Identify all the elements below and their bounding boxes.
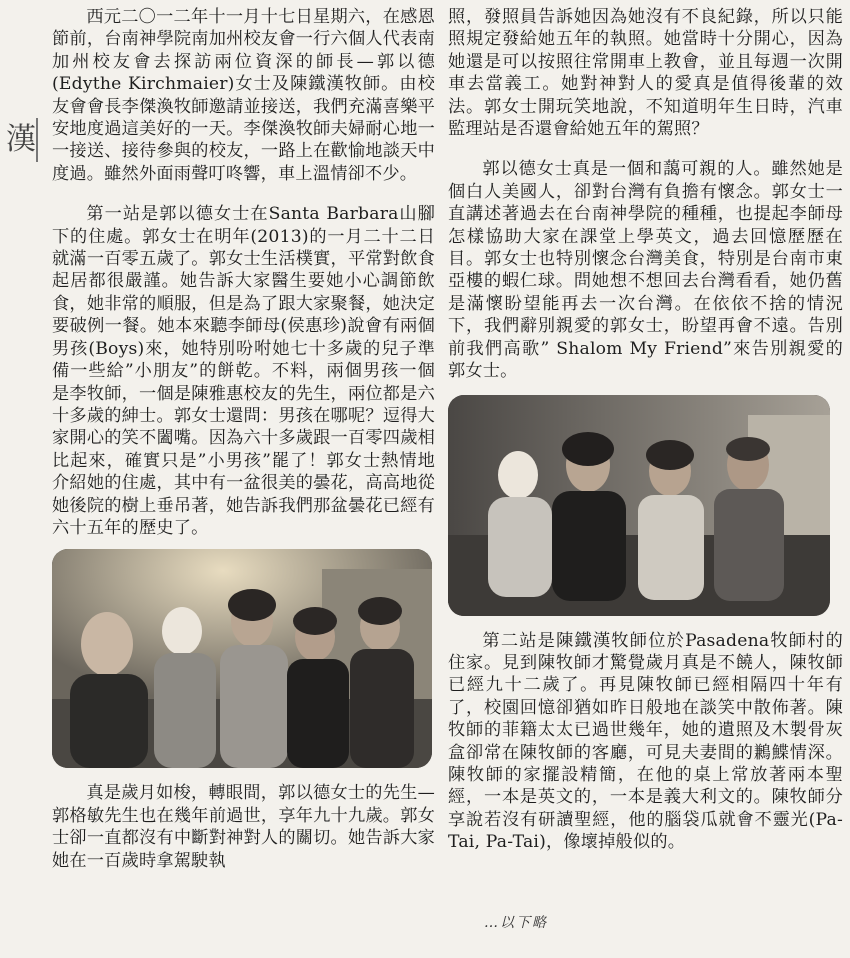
paragraph-first-stop: 第一站是郭以德女士在Santa Barbara山腳下的住處。郭女士在明年(2013)的一月二十二日就滿一百零五歲了。郭女士生活樸實，平常對飲食起居都很嚴謹。她告訴大家醫生要她小心調節飲食，她非常的順服，但是為了跟大家聚餐，她決定要破例一餐。她本來聽李師母(侯惠珍)說會有兩個男孩(Boys)來，她特別吩咐她七十多歲的兒子準備一些給”小朋友”的餅乾。不料，兩個男孩一個是李牧師，一個是陳雅惠校友的先生，兩位都是六十多歲的紳士。郭女士還問：男孩在哪呢？逗得大家開心的笑不闔嘴。因為六十多歲跟一百零四歲相比起來，確實只是”小男孩”罷了！郭女士熱情地介紹她的住處，其中有一盆很美的曇花，高高地從她後院的樹上垂吊著，她告訴我們那盆曇花已經有六十五年的歷史了。: [52, 204, 435, 538]
signature-note: …以下略: [484, 915, 548, 931]
paragraph-years-pass: 真是歲月如梭，轉眼間，郭以德女士的先生—郭格敏先生也在幾年前過世，享年九十九歲。郭女士卻一直都沒有中斷對神對人的關切。她告訴大家她在一百歲時拿駕駛執: [52, 783, 435, 871]
right-column: [448, 6, 843, 854]
group-photo-sofa: [448, 395, 830, 616]
paragraph-second-stop: 第二站是陳鐵漢牧師位於Pasadena牧師村的住家。見到陳牧師才驚覺歲月真是不饒人，陳牧師已經九十二歲了。再見陳牧師已經相隔四十年有了，校園回憶卻猶如昨日般地在談笑中散佈著。陳牧師的菲籍太太已過世幾年，她的遺照及木製骨灰盒卻常在陳牧師的客廳，可見夫妻間的鶼鰈情深。陳牧師的家擺設精簡，在他的桌上常放著兩本聖經，一本是英文的，一本是義大利文的。陳牧師分享說若沒有研讀聖經，他的腦袋瓜就會不靈光(Pa-Tai, Pa-Tai)，像壞掉般似的。: [448, 630, 843, 853]
margin-annotation: 漢: [6, 118, 38, 162]
sofa-photo-image: [448, 395, 830, 616]
group-photo-image: [52, 549, 432, 768]
left-column: [52, 6, 435, 872]
paragraph-kind-person: 郭以德女士真是一個和藹可親的人。雖然她是個白人美國人，卻對台灣有負擔有懷念。郭女士一直講述著過去在台南神學院的種種，也提起李師母怎樣協助大家在課堂上學英文，過去回憶歷歷在目。郭女士也特別懷念台灣美食，特別是台南市東亞樓的蝦仁球。問她想不想回去台灣看看，她仍舊是滿懷盼望能再去一次台灣。在依依不捨的情況下，我們辭別親愛的郭女士，盼望再會不遠。告別前我們高歌” Shalom My Friend”來告別親愛的郭女士。: [448, 159, 843, 382]
paragraph-intro: 西元二〇一二年十一月十七日星期六，在感恩節前，台南神學院南加州校友會一行六個人代表南加州校友會去探訪兩位資深的師長—郭以德(Edythe Kirchmaier)女士及陳鐵漢牧師。由校友會會長李傑渙牧師邀請並接送，我們充滿喜樂平安地度過這美好的一天。李傑渙牧師夫婦耐心地一一接送、接待參與的校友，一路上在歡愉地談天中度過。雖然外面雨聲叮咚響，車上溫情卻不少。: [52, 7, 435, 184]
group-photo-indoor: [52, 549, 432, 768]
paragraph-license: 照，發照員告訴她因為她沒有不良紀錄，所以只能照規定發給她五年的執照。她當時十分開心，因為她還是可以按照往常開車上教會，並且每週一次開車去當義工。她對神對人的愛真是值得後輩的效法。郭女士開玩笑地說，不知道明年生日時，汽車監理站是否還會給她五年的駕照？: [448, 7, 843, 140]
